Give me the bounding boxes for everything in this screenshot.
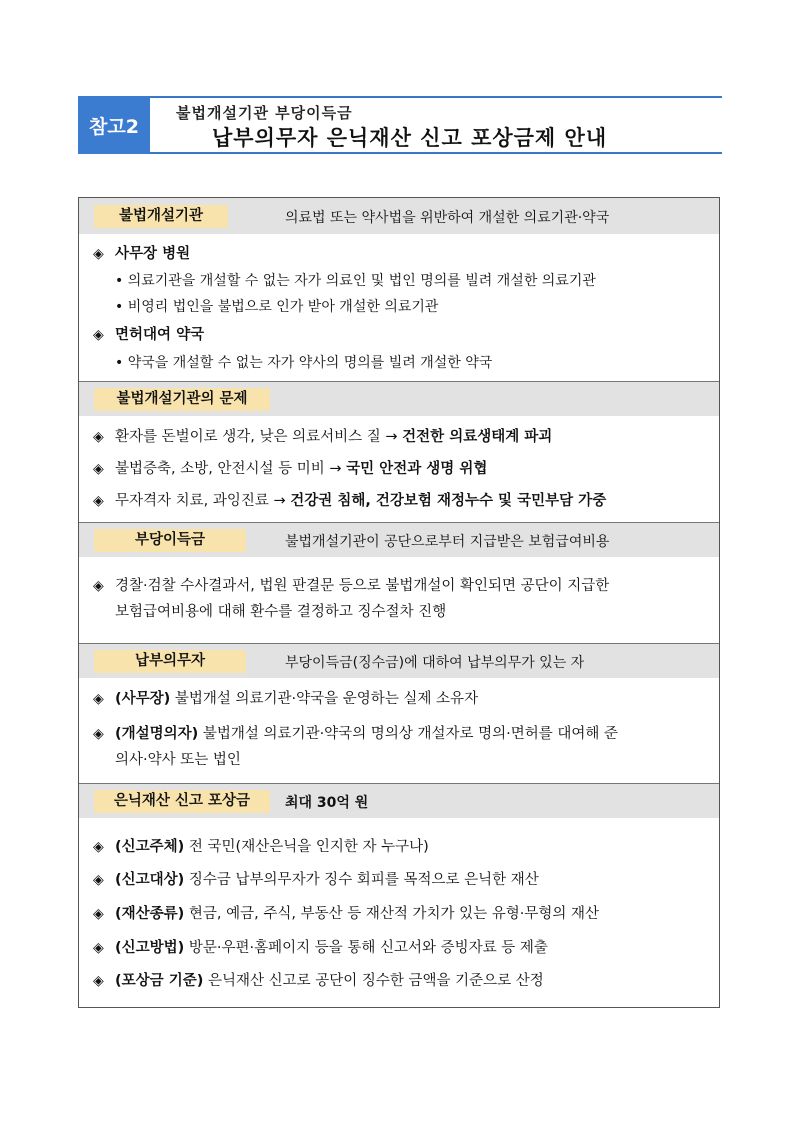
section-reward-band [79, 784, 719, 818]
tag-payer: 납부의무자 [94, 650, 246, 673]
diamond-bullet-icon: ◈ [93, 973, 104, 989]
page-header [78, 96, 722, 156]
tag-reward: 은닉재산 신고 포상금 [94, 790, 270, 813]
section-problems-band [79, 382, 719, 416]
problem-row-2: ◈ 불법증축, 소방, 안전시설 등 미비 → 국민 안전과 생명 위협 [93, 457, 711, 481]
diamond-bullet-icon: ◈ [93, 578, 104, 594]
payer-row-1: ◈ (사무장) 불법개설 의료기관·약국을 운영하는 실제 소유자 [93, 687, 711, 711]
diamond-bullet-icon: ◈ [93, 839, 104, 855]
diamond-bullet-icon: ◈ [93, 726, 104, 742]
diamond-bullet-icon: ◈ [93, 493, 104, 509]
diamond-bullet-icon: ◈ [93, 327, 104, 343]
diamond-bullet-icon: ◈ [93, 461, 104, 477]
office-hospital-sub1: • 의료기관을 개설할 수 없는 자가 의료인 및 법인 명의를 빌려 개설한 의료기관 [115, 273, 596, 289]
diamond-bullet-icon: ◈ [93, 906, 104, 922]
reward-row-5: ◈ (포상금 기준) 은닉재산 신고로 공단이 징수한 금액을 기준으로 산정 [93, 969, 711, 993]
tag-problems: 불법개설기관의 문제 [94, 388, 270, 411]
illegal-institution-definition: 의료법 또는 약사법을 위반하여 개설한 의료기관·약국 [285, 210, 610, 226]
payer-row-2: ◈ (개설명의자) 불법개설 의료기관·약국의 명의상 개설자로 명의·면허를 대여해 준 [93, 722, 711, 746]
problem-row-1: ◈ 환자를 돈벌이로 생각, 낮은 의료서비스 질 → 건전한 의료생태계 파괴 [93, 425, 711, 449]
office-hospital-sub2: • 비영리 법인을 불법으로 인가 받아 개설한 의료기관 [115, 299, 439, 315]
header-rule-top [150, 96, 722, 98]
unjust-gain-line1: ◈ 경찰·검찰 수사결과서, 법원 판결문 등으로 불법개설이 확인되면 공단이 지급한 [93, 574, 711, 598]
header-subtitle: 불법개설기관 부당이득금 [176, 104, 353, 122]
tag-unjust-gain: 부당이득금 [94, 529, 246, 552]
reward-row-4: ◈ (신고방법) 방문·우편·홈페이지 등을 통해 신고서와 증빙자료 등 제출 [93, 936, 711, 960]
payer-definition: 부당이득금(징수금)에 대하여 납부의무가 있는 자 [285, 655, 585, 671]
diamond-bullet-icon: ◈ [93, 872, 104, 888]
section-illegal-institution-band [79, 198, 719, 234]
tag-illegal-institution: 불법개설기관 [94, 205, 228, 228]
payer-row-2-cont: 의사·약사 또는 법인 [115, 752, 241, 768]
pharmacy-sub1: • 약국을 개설할 수 없는 자가 약사의 명의를 빌려 개설한 약국 [115, 355, 493, 371]
problem-row-3: ◈ 무자격자 치료, 과잉진료 → 건강권 침해, 건강보험 재정누수 및 국민부담 가중 [93, 489, 711, 513]
unjust-gain-line2: 보험급여비용에 대해 환수를 결정하고 징수절차 진행 [115, 604, 447, 620]
reference-badge: 참고2 [78, 96, 150, 154]
page-title: 납부의무자 은닉재산 신고 포상금제 안내 [212, 126, 608, 150]
section-payer-band [79, 644, 719, 678]
diamond-bullet-icon: ◈ [93, 691, 104, 707]
diamond-bullet-icon: ◈ [93, 246, 104, 262]
reward-maximum: 최대 30억 원 [285, 795, 369, 811]
reward-row-2: ◈ (신고대상) 징수금 납부의무자가 징수 회피를 목적으로 은닉한 재산 [93, 868, 711, 892]
diamond-bullet-icon: ◈ [93, 429, 104, 445]
item-license-rental-pharmacy: ◈ 면허대여 약국 [93, 323, 711, 347]
unjust-gain-definition: 불법개설기관이 공단으로부터 지급받은 보험급여비용 [285, 534, 610, 550]
diamond-bullet-icon: ◈ [93, 940, 104, 956]
reward-row-3: ◈ (재산종류) 현금, 예금, 주식, 부동산 등 재산적 가치가 있는 유형·무형의 재산 [93, 902, 711, 926]
section-unjust-gain-band [79, 523, 719, 557]
content-box [78, 197, 720, 1008]
item-office-manager-hospital: ◈ 사무장 병원 [93, 242, 711, 266]
header-rule-bottom [150, 152, 722, 154]
reward-row-1: ◈ (신고주체) 전 국민(재산은닉을 인지한 자 누구나) [93, 835, 711, 859]
